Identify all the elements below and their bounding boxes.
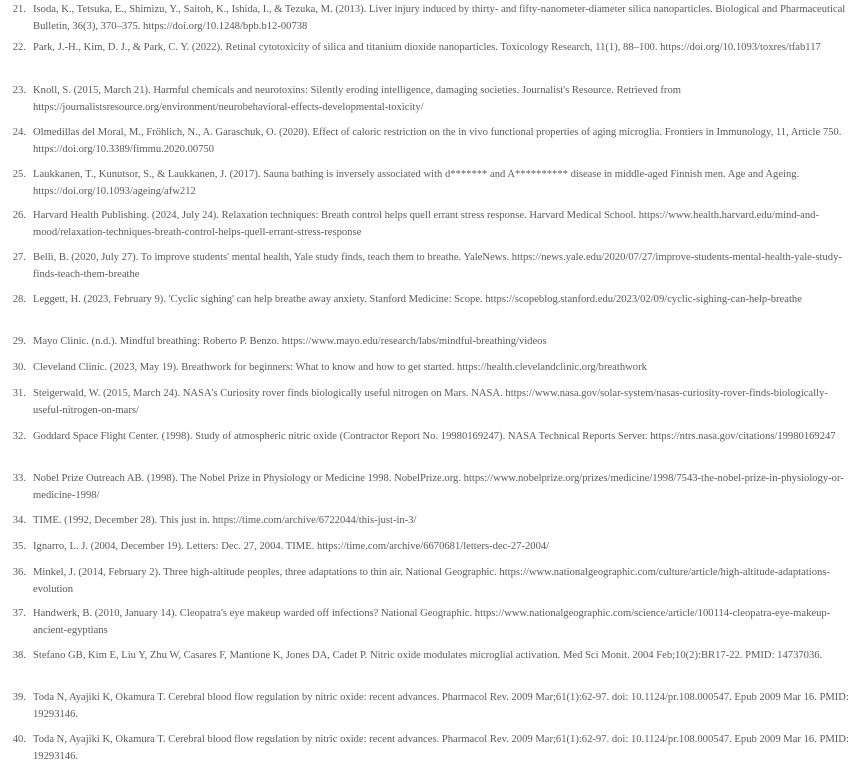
reference-number: 38. bbox=[12, 650, 26, 661]
reference-number: 21. bbox=[12, 4, 26, 15]
reference-number: 40. bbox=[12, 734, 26, 745]
reference-text: TIME. (1992, December 28). This just in. https://time.com/archive/6722044/this-just-in-3/ bbox=[33, 515, 417, 526]
reference-number: 30. bbox=[12, 362, 26, 373]
reference-number: 28. bbox=[12, 294, 26, 305]
reference-text: Toda N, Ayajiki K, Okamura T. Cerebral blood flow regulation by nitric oxide: recent advances. Pharmacol Rev. 2009 Mar;61(1):62-97. doi: 10.1124/pr.108.000547. Epub 2009 Mar 16. PMID: 19293146. bbox=[33, 692, 849, 720]
reference-text: Olmedillas del Moral, M., Fröhlich, N., A. Garaschuk, O. (2020). Effect of caloric restriction on the in vivo functional properties of aging microglia. Frontiers in Immunology, 11, Article 750. https://doi.org/10.3389/fimmu.2020.00750 bbox=[33, 127, 842, 155]
reference-number: 23. bbox=[12, 85, 26, 96]
reference-number: 31. bbox=[12, 388, 26, 399]
reference-text: Goddard Space Flight Center. (1998). Study of atmospheric nitric oxide (Contractor Report No. 19980169247). NASA Technical Reports Server. https://ntrs.nasa.gov/citations/19980169247 bbox=[33, 431, 836, 442]
reference-text: Nobel Prize Outreach AB. (1998). The Nobel Prize in Physiology or Medicine 1998. NobelPrize.org. https://www.nobelprize.org/prizes/medicine/1998/7543-the-nobel-prize-in-physiology-or-medicine-1998/ bbox=[33, 473, 844, 501]
reference-text: Handwerk, B. (2010, January 14). Cleopatra's eye makeup warded off infections? National Geographic. https://www.nationalgeographic.com/science/article/100114-cleopatra-eye-makeup-ancient-egyptians bbox=[33, 608, 831, 636]
reference-text: Knoll, S. (2015, March 21). Harmful chemicals and neurotoxins: Silently eroding intelligence, damaging societies. Journalist's Resource. Retrieved from https://journalistsresource.org/environment/neurobehavioral-effects-developmental-toxicity/ bbox=[33, 85, 681, 113]
reference-text: Minkel, J. (2014, February 2). Three high-altitude peoples, three adaptations to thin air. National Geographic. https://www.nationalgeographic.com/culture/article/high-altitude-adaptations-evolution bbox=[33, 567, 830, 595]
reference-number: 26. bbox=[12, 210, 26, 221]
reference-number: 36. bbox=[12, 567, 26, 578]
reference-number: 29. bbox=[12, 336, 26, 347]
reference-number: 32. bbox=[12, 431, 26, 442]
reference-number: 25. bbox=[12, 169, 26, 180]
reference-text: Ignarro, L. J. (2004, December 19). Letters: Dec. 27, 2004. TIME. https://time.com/archive/6670681/letters-dec-27-2004/ bbox=[33, 541, 550, 552]
reference-text: Park, J.-H., Kim, D. J., & Park, C. Y. (2022). Retinal cytotoxicity of silica and titanium dioxide nanoparticles. Toxicology Research, 11(1), 88–100. https://doi.org/10.1093/toxres/tfab117 bbox=[33, 42, 821, 53]
reference-text: Belli, B. (2020, July 27). To improve students' mental health, Yale study finds, teach them to breathe. YaleNews. https://news.yale.edu/2020/07/27/improve-students-mental-health-yale-study-finds-teach-them-breathe bbox=[33, 252, 842, 280]
reference-number: 33. bbox=[12, 473, 26, 484]
reference-text: Laukkanen, T., Kunutsor, S., & Laukkanen, J. (2017). Sauna bathing is inversely associated with d******* and A********** disease in middle-aged Finnish men. Age and Ageing. https://doi.org/10.1093/ageing/afw212 bbox=[33, 169, 800, 197]
reference-number: 34. bbox=[12, 515, 26, 526]
reference-number: 24. bbox=[12, 127, 26, 138]
reference-text: Steigerwald, W. (2015, March 24). NASA's Curiosity rover finds biologically useful nitrogen on Mars. NASA. https://www.nasa.gov/solar-system/nasas-curiosity-rover-finds-biologically-useful-nitrogen-on-mars/ bbox=[33, 388, 828, 416]
reference-number: 27. bbox=[12, 252, 26, 263]
reference-text: Stefano GB, Kim E, Liu Y, Zhu W, Casares F, Mantione K, Jones DA, Cadet P. Nitric oxide modulates microglial activation. Med Sci Monit. 2004 Feb;10(2):BR17-22. PMID: 14737036. bbox=[33, 650, 823, 661]
reference-number: 39. bbox=[12, 692, 26, 703]
reference-text: Cleveland Clinic. (2023, May 19). Breathwork for beginners: What to know and how to get started. https://health.clevelandclinic.org/breathwork bbox=[33, 362, 647, 373]
reference-text: Harvard Health Publishing. (2024, July 24). Relaxation techniques: Breath control helps quell errant stress response. Harvard Medical School. https://www.health.harvard.edu/mind-and-mood/relaxation-techniques-breath-control-helps-quell-errant-stress-response bbox=[33, 210, 820, 238]
reference-text: Mayo Clinic. (n.d.). Mindful breathing: Roberto P. Benzo. https://www.mayo.edu/research/labs/mindful-breathing/videos bbox=[33, 336, 547, 347]
reference-number: 22. bbox=[12, 42, 26, 53]
reference-text: Isoda, K., Tetsuka, E., Shimizu, Y., Saitoh, K., Ishida, I., & Tezuka, M. (2013). Liver injury induced by thirty- and fifty-nanometer-diameter silica nanoparticles. Biological and Pharmaceutical Bulletin, 36(3), 370–375. https://doi.org/10.1248/bpb.b12-00738 bbox=[33, 4, 846, 32]
reference-number: 35. bbox=[12, 541, 26, 552]
reference-number: 37. bbox=[12, 608, 26, 619]
reference-text: Toda N, Ayajiki K, Okamura T. Cerebral blood flow regulation by nitric oxide: recent advances. Pharmacol Rev. 2009 Mar;61(1):62-97. doi: 10.1124/pr.108.000547. Epub 2009 Mar 16. PMID: 19293146. bbox=[33, 734, 849, 762]
reference-text: Leggett, H. (2023, February 9). 'Cyclic sighing' can help breathe away anxiety. Stanford Medicine: Scope. https://scopeblog.stanford.edu/2023/02/09/cyclic-sighing-can-help-breathe bbox=[33, 294, 802, 305]
